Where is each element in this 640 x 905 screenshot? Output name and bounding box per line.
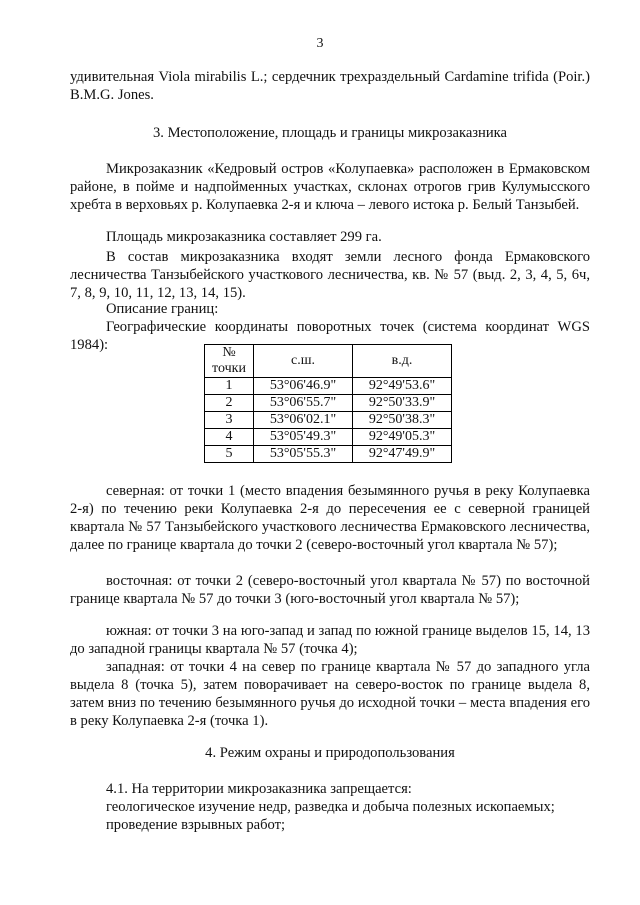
boundary-south: южная: от точки 3 на юго-запад и запад по южной границе выделов 15, 14, 13 до западной границы квартала № 57 (точка 4); [70,623,590,657]
table-header-row [205,345,452,378]
clause-4-1: 4.1. На территории микрозаказника запрещается: [106,781,412,797]
cell-lon: 92°50'33.9" [353,395,452,412]
table-row [205,446,452,463]
paragraph-intro: удивительная Viola mirabilis L.; сердечник трехраздельный Cardamine trifida (Poir.) B.M.G. Jones. [70,69,590,103]
table-row [205,429,452,446]
cell-point: 2 [205,395,254,412]
clause-4-1-b: проведение взрывных работ; [106,817,286,833]
cell-lat: 53°06'55.7" [254,395,353,412]
coords-intro: Географические координаты поворотных точек (система координат WGS 1984): [70,319,590,353]
boundary-north: северная: от точки 1 (место впадения безымянного ручья в реку Колупаевка 2-я) по течению реки Колупаевка 2-я до пересечения ее с северной границей квартала № 57 Танзыбейского участкового лесничества Ермаковского лесничества, далее по границе квартала до точки 2 (северо-восточный угол квартала № 57); [70,483,590,553]
table-row [205,395,452,412]
cell-lon: 92°49'05.3" [353,429,452,446]
cell-lat: 53°05'49.3" [254,429,353,446]
page-number: 3 [316,36,324,51]
clause-4-1-a: геологическое изучение недр, разведка и добыча полезных ископаемых; [106,799,555,815]
paragraph-lands: В состав микрозаказника входят земли лесного фонда Ермаковского лесничества Танзыбейского участкового лесничества, кв. № 57 (выд. 2, 3, 4, 5, 6ч, 7, 8, 9, 10, 11, 12, 13, 14, 15). [70,249,590,301]
cell-point: 3 [205,412,254,429]
cell-lon: 92°47'49.9" [353,446,452,463]
bounds-label: Описание границ: [106,301,219,317]
cell-lat: 53°06'46.9" [254,378,353,395]
cell-lon: 92°50'38.3" [353,412,452,429]
cell-point: 1 [205,378,254,395]
header-lat: с.ш. [254,345,353,378]
header-lon: в.д. [353,345,452,378]
section4-title: 4. Режим охраны и природопользования [205,745,455,761]
table-row [205,412,452,429]
header-point: № точки [205,345,254,378]
cell-point: 4 [205,429,254,446]
paragraph-area: Площадь микрозаказника составляет 299 га. [106,229,382,245]
cell-lat: 53°06'02.1" [254,412,353,429]
boundary-east: восточная: от точки 2 (северо-восточный угол квартала № 57) по восточной границе квартала № 57 до точки 3 (юго-восточный угол квартала № 57); [70,573,590,607]
cell-lat: 53°05'55.3" [254,446,353,463]
paragraph-location: Микрозаказник «Кедровый остров «Колупаевка» расположен в Ермаковском районе, в пойме и надпойменных участках, склонах отрогов грив Кулумысского хребта в верховьях р. Колупаевка 2-я и ключа – левого истока р. Белый Танзыбей. [70,161,590,213]
cell-point: 5 [205,446,254,463]
boundary-west: западная: от точки 4 на север по границе квартала № 57 до западного угла выдела 8 (точка 5), затем поворачивает на северо-восток по границе выдела 8, затем вниз по течению безымянного ручья до исходной точки – места впадения его в реку Колупаевка 2-я (точка 1). [70,659,590,729]
section3-title: 3. Местоположение, площадь и границы микрозаказника [152,125,508,141]
cell-lon: 92°49'53.6" [353,378,452,395]
coordinates-table [204,344,452,463]
table-row [205,378,452,395]
